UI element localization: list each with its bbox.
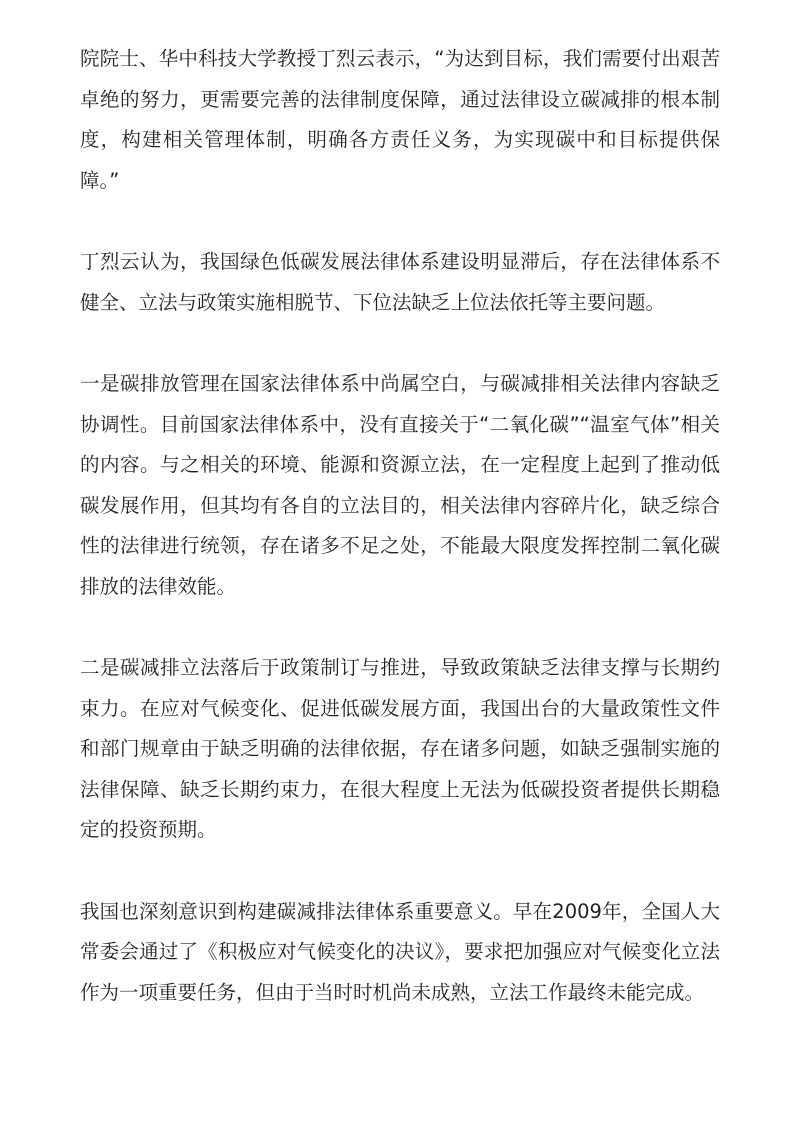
paragraph-5: 我国也深刻意识到构建碳减排法律体系重要意义。早在2009年，全国人大常委会通过了《积极应对气候变化的决议》，要求把加强应对气候变化立法作为一项重要任务，但由于当时时机尚未成熟，立法工作最终未能完成。 [80, 899, 720, 1004]
paragraph-spacer [80, 851, 720, 892]
paragraph-spacer [80, 323, 720, 364]
article-body [80, 39, 720, 1013]
paragraph-4: 二是碳减排立法落后于政策制订与推进，导致政策缺乏法律支撑与长期约束力。在应对气候变化、促进低碳发展方面，我国出台的大量政策性文件和部门规章由于缺乏明确的法律依据，存在诸多问题，如缺乏强制实施的法律保障、缺乏长期约束力，在很大程度上无法为低碳投资者提供长期稳定的投资预期。 [80, 656, 720, 841]
paragraph-3: 一是碳排放管理在国家法律体系中尚属空白，与碳减排相关法律内容缺乏协调性。目前国家法律体系中，没有直接关于“二氧化碳”“温室气体”相关的内容。与之相关的环境、能源和资源立法，在一定程度上起到了推动低碳发展作用，但其均有各自的立法目的，相关法律内容碎片化，缺乏综合性的法律进行统领，存在诸多不足之处，不能最大限度发挥控制二氧化碳排放的法律效能。 [80, 372, 720, 598]
paragraph-2: 丁烈云认为，我国绿色低碳发展法律体系建设明显滞后，存在法律体系不健全、立法与政策实施相脱节、下位法缺乏上位法依托等主要问题。 [80, 250, 720, 314]
paragraph-spacer [80, 607, 720, 648]
paragraph-spacer [80, 201, 720, 242]
paragraph-1: 院院士、华中科技大学教授丁烈云表示，“为达到目标，我们需要付出艰苦卓绝的努力，更需要完善的法律制度保障，通过法律设立碳减排的根本制度，构建相关管理体制，明确各方责任义务，为实现碳中和目标提供保障。” [80, 47, 720, 192]
